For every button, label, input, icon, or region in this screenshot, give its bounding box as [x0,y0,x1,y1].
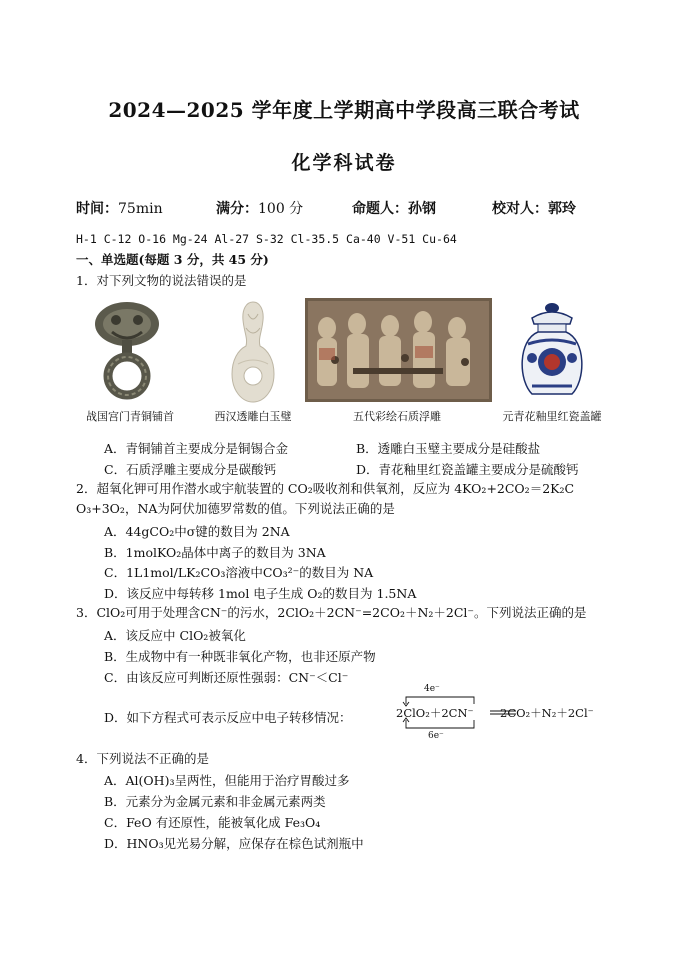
q1-option-a: A．青铜铺首主要成分是铜锡合金 [104,441,289,456]
q3-option-a: A．该反应中 ClO₂被氧化 [104,628,246,643]
q4-option-c: C．FeO 有还原性，能被氧化成 Fe₃O₄ [104,815,321,830]
q1-stem: 1．对下列文物的说法错误的是 [76,273,247,288]
electron-transfer-diagram [394,684,606,744]
author-name: 孙钢 [408,201,436,217]
q3-stem: 3．ClO₂可用于处理含CN⁻的污水，2ClO₂＋2CN⁻=2CO₂＋N₂＋2Cl⁻。下列说法正确的是 [76,605,587,620]
q1-option-c: C．石质浮雕主要成分是碳酸钙 [104,462,277,477]
q4-stem: 4．下列说法不正确的是 [76,751,209,766]
caption-porcelain-jar: 元青花釉里红瓷盖罐 [502,410,602,423]
q2-stem-line1: 2．超氧化钾可用作潜水或宇航装置的 CO₂吸收剂和供氧剂，反应为 4KO₂+2CO₂＝2K₂C [76,481,575,496]
porcelain-jar-image [516,300,588,402]
caption-doorknocker: 战国宫门青铜铺首 [86,410,174,423]
time-value: 75min [118,201,163,217]
q2-option-c: C．1L1mol/LK₂CO₃溶液中CO₃²⁻的数目为 NA [104,565,374,580]
atomic-masses: H-1 C-12 O-16 Mg-24 Al-27 S-32 Cl-35.5 Ca-40 V-51 Cu-64 [76,232,457,246]
exam-title: 2024—2025 学年度上学期高中学段高三联合考试 [108,98,580,122]
q3-option-d: D．如下方程式可表示反应中电子转移情况： [104,710,352,725]
q4-option-a: A．Al(OH)₃呈两性，但能用于治疗胃酸过多 [104,773,350,788]
checker-label: 校对人： [492,201,548,217]
caption-stone-relief: 五代彩绘石质浮雕 [353,410,441,423]
section-header: 一、单选题(每题 3 分，共 45 分) [76,252,269,267]
label-4e: 4e⁻ [424,684,440,694]
author-label: 命题人： [352,201,408,217]
q3-option-c: C．由该反应可判断还原性强弱：CN⁻＜Cl⁻ [104,670,349,685]
q2-option-d: D．该反应中每转移 1mol 电子生成 O₂的数目为 1.5NA [104,586,417,601]
q2-option-a: A．44gCO₂中σ键的数目为 2NA [104,524,290,539]
q4-option-d: D．HNO₃见光易分解，应保存在棕色试剂瓶中 [104,836,364,851]
time-label: 时间： [76,201,118,217]
author-info [352,198,436,218]
q1-option-b: B．透雕白玉璧主要成分是硅酸盐 [356,441,541,456]
jade-bi-disc-image [230,298,276,404]
bronze-doorknocker-image [92,298,162,402]
equation-right: 2CO₂＋N₂＋2Cl⁻ [500,706,594,720]
label-6e: 6e⁻ [428,731,444,741]
score-value: 100 分 [258,201,304,217]
stone-relief-image [305,298,492,402]
caption-jade-disc: 西汉透雕白玉璧 [214,410,292,423]
q4-option-b: B．元素分为金属元素和非金属元素两类 [104,794,326,809]
equation-left: 2ClO₂＋2CN⁻ [396,706,474,720]
time-info [76,198,163,218]
checker-info [492,198,576,218]
q3-option-b: B．生成物中有一种既非氧化产物，也非还原产物 [104,649,376,664]
q2-option-b: B．1molKO₂晶体中离子的数目为 3NA [104,545,326,560]
q1-option-d: D．青花釉里红瓷盖罐主要成分是硫酸钙 [356,462,579,477]
score-label: 满分： [216,201,258,217]
score-info [216,198,303,218]
exam-subtitle: 化学科试卷 [291,152,397,174]
checker-name: 郭玲 [548,201,576,217]
q2-stem-line2: O₃+3O₂，NA为阿伏加德罗常数的值。下列说法正确的是 [76,501,395,516]
